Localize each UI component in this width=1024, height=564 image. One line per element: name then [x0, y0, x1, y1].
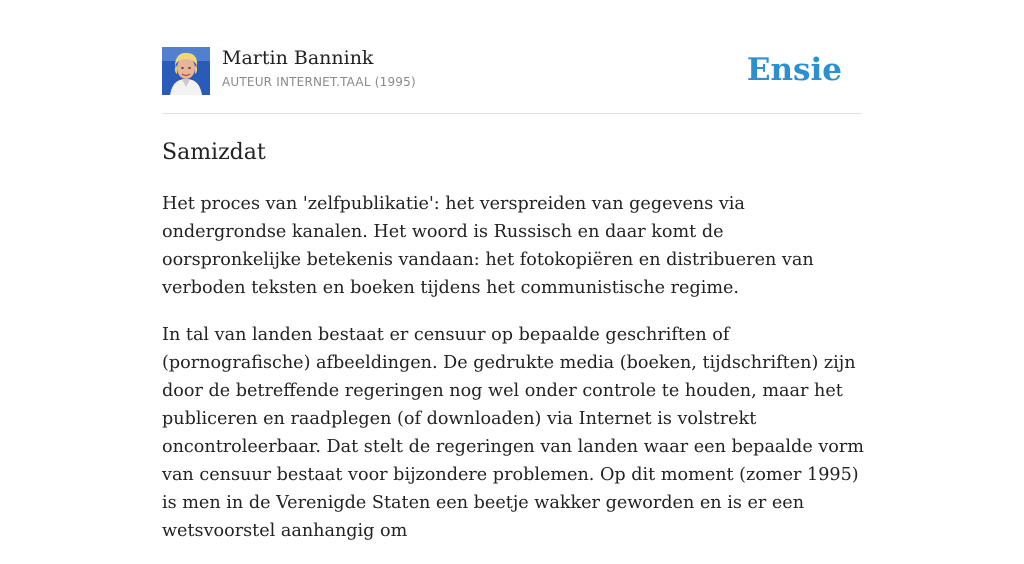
author-meta: AUTEUR INTERNET.TAAL (1995): [222, 75, 416, 89]
author-avatar[interactable]: [162, 47, 210, 95]
article-paragraph: In tal van landen bestaat er censuur op bepaalde geschriften of (pornografische) afbeeldingen. De gedrukte media (boeken, tijdschriften) zijn door de betreffende regeringen nog wel onder controle te houden, maar het publiceren en raadplegen (of downloaden) via Internet is volstrekt oncontroleerbaar. Dat stelt de regeringen van landen waar een bepaalde vorm van censuur bestaat voor bijzondere problemen. Op dit moment (zomer 1995) is men in de Verenigde Staten een beetje wakker geworden en is er een wetsvoorstel aanhangig om: [162, 325, 864, 541]
brand-logo[interactable]: Ensie: [746, 52, 842, 88]
author-name[interactable]: Martin Bannink: [222, 47, 374, 69]
author-portrait-icon: [162, 47, 210, 95]
author-header: [162, 46, 862, 114]
article-paragraph: Het proces van 'zelfpublikatie': het verspreiden van gegevens via ondergrondse kanalen. Het woord is Russisch en daar komt de oorspronkelijke betekenis vandaan: het fotokopiëren en distribueren van verboden teksten en boeken tijdens het communistische regime.: [162, 194, 814, 298]
article-title: Samizdat: [162, 140, 266, 165]
article-body: [162, 190, 868, 564]
